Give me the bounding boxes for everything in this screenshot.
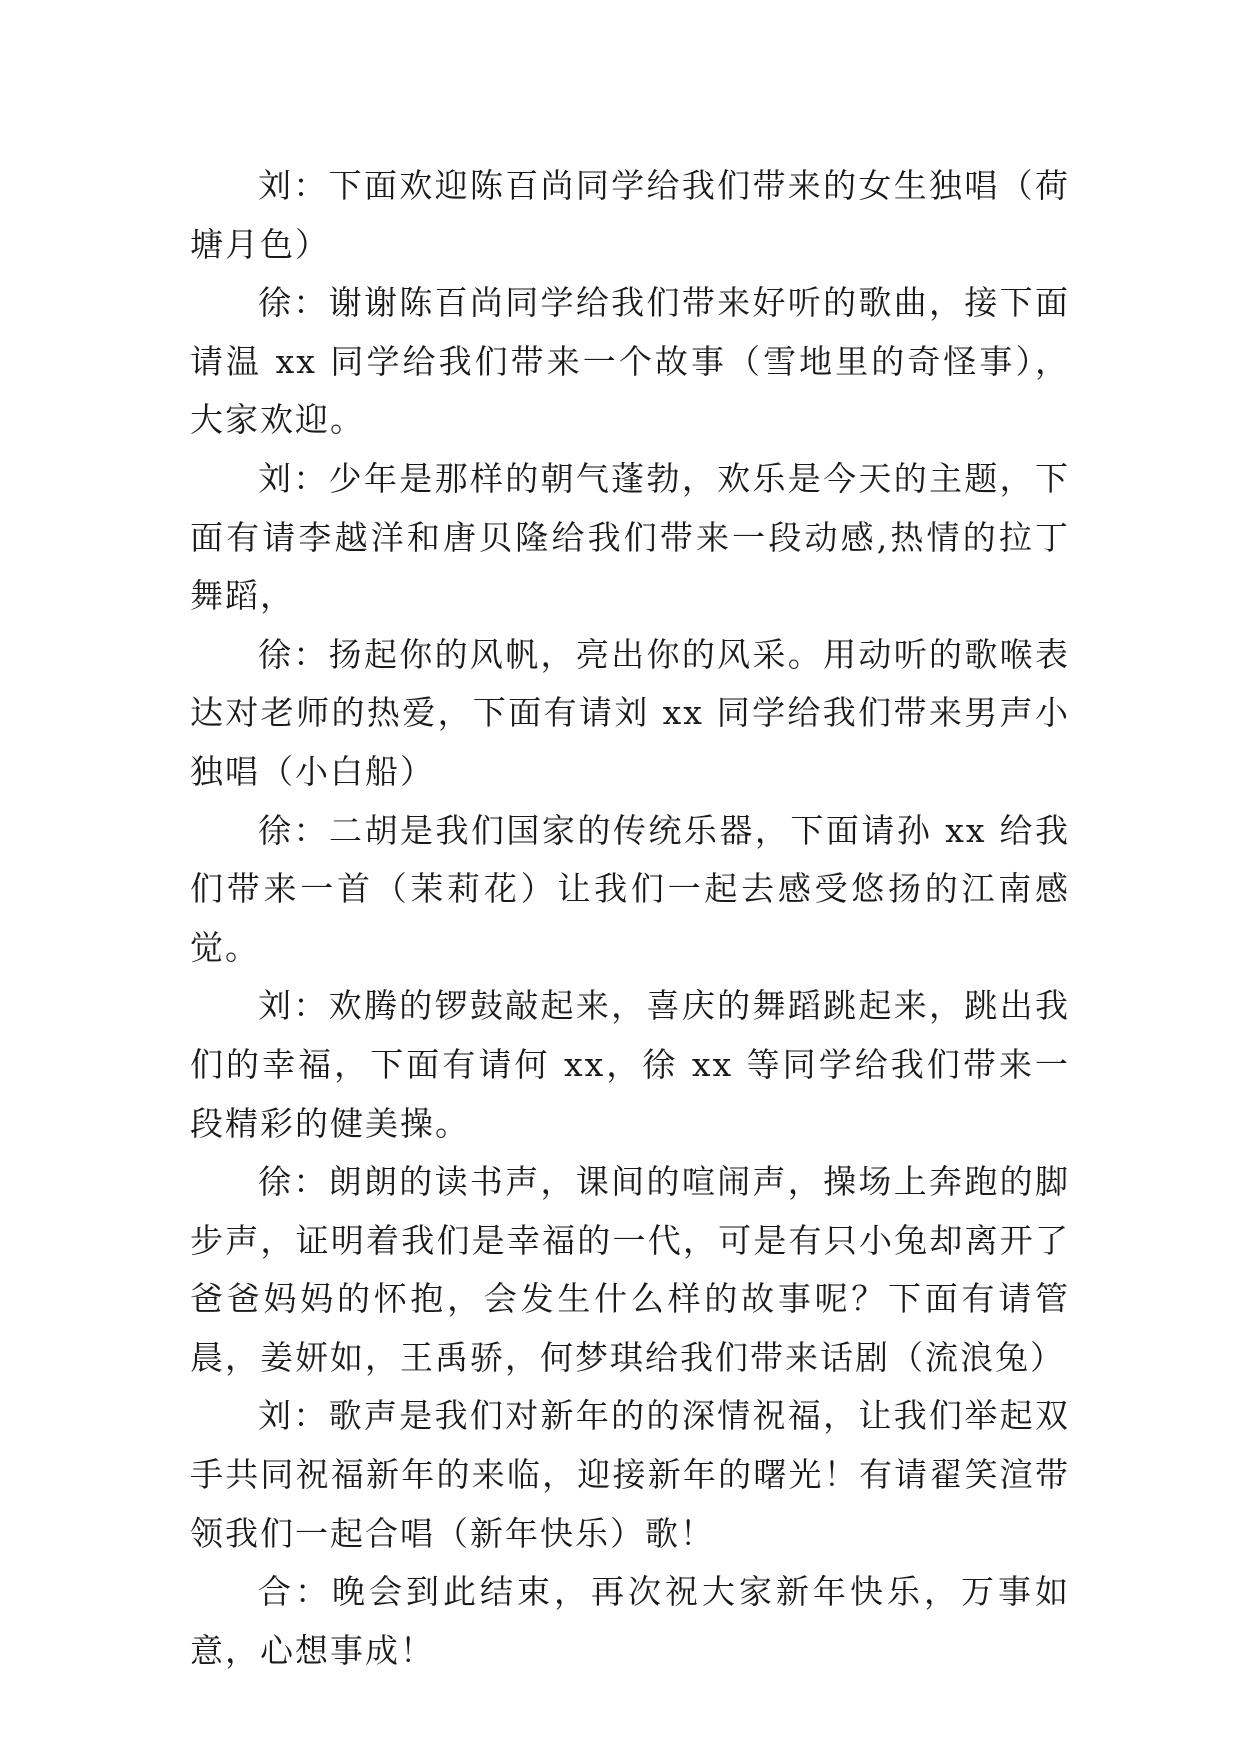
paragraph-liu-intro-solo: 刘：下面欢迎陈百尚同学给我们带来的女生独唱（荷塘月色） [190,166,1070,264]
paragraph-xu-male-solo: 徐：扬起你的风帆，亮出你的风采。用动听的歌喉表达对老师的热爱，下面有请刘 xx 同学给我们带来男声小独唱（小白船） [190,634,1070,791]
paragraph-xu-story: 徐：谢谢陈百尚同学给我们带来好听的歌曲，接下面请温 xx 同学给我们带来一个故事（雪地里的奇怪事），大家欢迎。 [190,283,1070,440]
paragraph-xu-erhu: 徐：二胡是我们国家的传统乐器，下面请孙 xx 给我们带来一首（茉莉花）让我们一起去感受悠扬的江南感觉。 [190,810,1070,967]
paragraph-closing: 合：晚会到此结束，再次祝大家新年快乐，万事如意，心想事成！ [190,1572,1070,1670]
document-body [190,157,1070,1680]
paragraph-liu-chorus: 刘：歌声是我们对新年的的深情祝福，让我们举起双手共同祝福新年的来临，迎接新年的曙光！有请翟笑渲带领我们一起合唱（新年快乐）歌！ [190,1396,1070,1553]
paragraph-liu-aerobics: 刘：欢腾的锣鼓敲起来，喜庆的舞蹈跳起来，跳出我们的幸福，下面有请何 xx，徐 xx 等同学给我们带来一段精彩的健美操。 [190,986,1070,1143]
paragraph-xu-drama: 徐：朗朗的读书声，课间的喧闹声，操场上奔跑的脚步声，证明着我们是幸福的一代，可是有只小兔却离开了爸爸妈妈的怀抱，会发生什么样的故事呢？下面有请管晨，姜妍如，王禹骄，何梦琪给我们带来话剧（流浪兔） [190,1162,1070,1377]
paragraph-liu-latin-dance: 刘：少年是那样的朝气蓬勃，欢乐是今天的主题，下面有请李越洋和唐贝隆给我们带来一段动感,热情的拉丁舞蹈， [190,458,1070,616]
